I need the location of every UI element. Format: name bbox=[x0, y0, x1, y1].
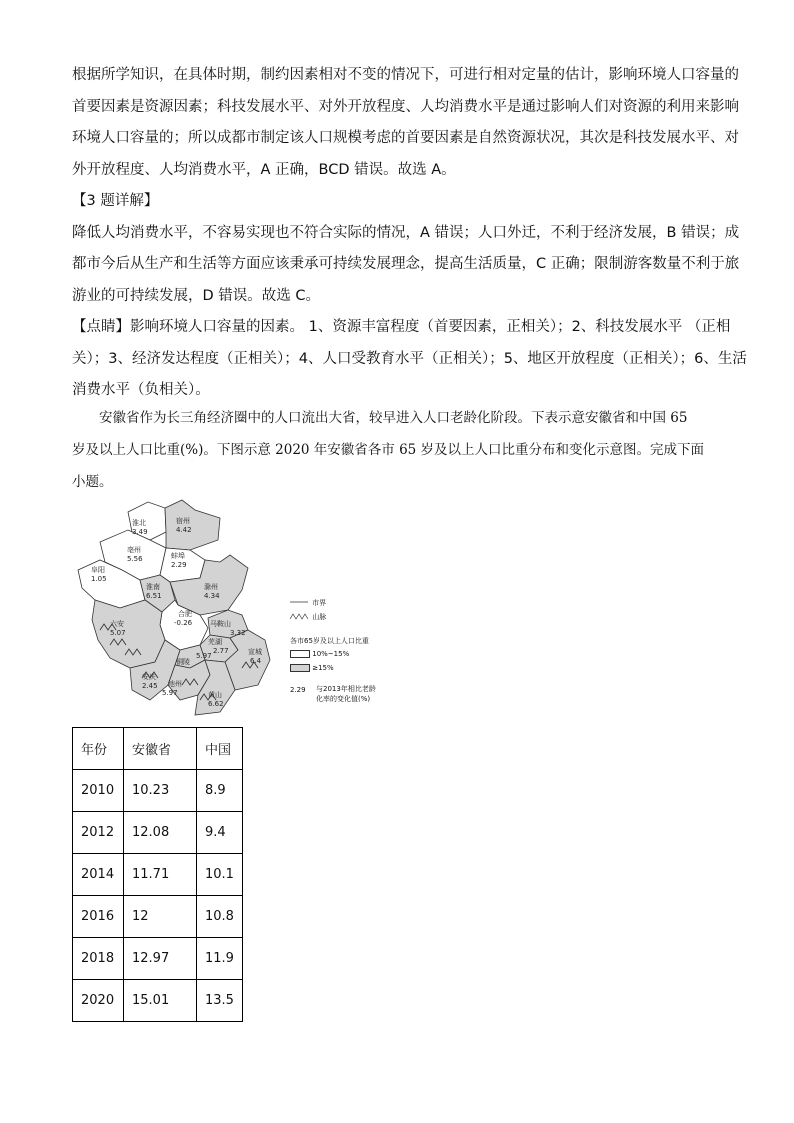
city-label: 池州 bbox=[168, 680, 182, 688]
city-value: 2.45 bbox=[142, 682, 158, 690]
city-value: 4.34 bbox=[204, 592, 220, 600]
table-row bbox=[73, 938, 243, 980]
answer-text-block bbox=[72, 60, 747, 407]
legend-boundary bbox=[290, 598, 326, 608]
mountain-icon bbox=[290, 612, 310, 620]
table-cell: 11.9 bbox=[197, 938, 243, 980]
intro-line: 安徽省作为长三角经济圈中的人口流出大省，较早进入人口老龄化阶段。下表示意安徽省和中国 65 bbox=[72, 410, 688, 426]
city-value: 5.56 bbox=[127, 555, 143, 563]
city-label: 马鞍山 bbox=[210, 620, 231, 628]
table-row bbox=[73, 980, 243, 1022]
city-label: 宿州 bbox=[176, 517, 190, 525]
intro-line: 岁及以上人口比重(%)。下图示意 2020 年安徽省各市 65 岁及以上人口比重分布和变化示意图。完成下面 bbox=[72, 442, 705, 458]
city-region-luan bbox=[92, 600, 165, 668]
legend-mountain-label: 山脉 bbox=[312, 613, 327, 621]
legend-sample-value: 2.29 bbox=[290, 686, 306, 694]
table-cell: 2016 bbox=[73, 896, 124, 938]
header-year: 年份 bbox=[73, 728, 124, 770]
map-legend bbox=[290, 598, 490, 718]
table-cell: 2012 bbox=[73, 812, 124, 854]
legend-mountain bbox=[290, 612, 326, 622]
paragraph-line: 降低人均消费水平，不容易实现也不符合实际的情况，A 错误；人口外迁，不利于经济发展，B 错误；成 bbox=[72, 224, 740, 241]
city-value: 2.29 bbox=[171, 561, 187, 569]
header-china: 中国 bbox=[197, 728, 243, 770]
table-cell: 11.71 bbox=[124, 854, 197, 896]
note-line: 消费水平（负相关）。 bbox=[72, 382, 210, 398]
intro-line: 小题。 bbox=[72, 474, 113, 490]
table-cell: 12.97 bbox=[124, 938, 197, 980]
table-cell: 2020 bbox=[73, 980, 124, 1022]
table-cell: 13.5 bbox=[197, 980, 243, 1022]
table-cell: 9.4 bbox=[197, 812, 243, 854]
dark-swatch-icon bbox=[290, 664, 310, 672]
table-cell: 10.8 bbox=[197, 896, 243, 938]
paragraph-line: 外开放程度、人均消费水平，A 正确，BCD 错误。故选 A。 bbox=[72, 161, 456, 178]
paragraph-line: 游业的可持续发展，D 错误。故选 C。 bbox=[72, 287, 321, 304]
city-label: 滁州 bbox=[204, 583, 218, 591]
city-label: 蚌埠 bbox=[171, 552, 185, 560]
legend-light bbox=[290, 650, 349, 658]
city-label: 阜阳 bbox=[91, 566, 105, 574]
table-cell: 2014 bbox=[73, 854, 124, 896]
note-line: 【点睛】影响环境人口容量的因素。 1、资源丰富程度（首要因素，正相关）；2、科技发展水平 （正相 bbox=[72, 319, 731, 335]
legend-sample-desc-2: 化率的变化值(%) bbox=[316, 695, 371, 703]
city-label: 芜湖 bbox=[208, 638, 222, 646]
city-value: 5.07 bbox=[110, 629, 126, 637]
section-heading: 【3 题详解】 bbox=[72, 193, 159, 209]
table-header-row bbox=[73, 728, 243, 770]
paragraph-line: 根据所学知识，在具体时期，制约因素相对不变的情况下，可进行相对定量的估计，影响环境人口容量的 bbox=[72, 67, 739, 83]
table-cell: 12.08 bbox=[124, 812, 197, 854]
city-value: 1.05 bbox=[91, 575, 107, 583]
legend-title: 各市65岁及以上人口比重 bbox=[290, 637, 369, 645]
city-region-suzhou bbox=[165, 500, 220, 550]
boundary-line-icon bbox=[290, 598, 310, 606]
paragraph-line: 环境人口容量的；所以成都市制定该人口规模考虑的首要因素是自然资源状况，其次是科技发展水平、对 bbox=[72, 130, 739, 146]
city-label: 安庆 bbox=[142, 673, 156, 681]
city-label: 铜陵 bbox=[176, 658, 190, 666]
city-value: 4.42 bbox=[176, 526, 192, 534]
city-value: 6.51 bbox=[146, 592, 162, 600]
light-swatch-icon bbox=[290, 650, 310, 658]
paragraph-line: 都市今后从生产和生活等方面应该秉承可持续发展理念，提高生活质量，C 正确；限制游客数量不利于旅 bbox=[72, 256, 740, 272]
city-value: 3.49 bbox=[132, 528, 148, 536]
table-cell: 2010 bbox=[73, 770, 124, 812]
legend-dark bbox=[290, 664, 334, 672]
question-intro bbox=[72, 402, 732, 498]
legend-dark-label: ≥15% bbox=[312, 664, 334, 672]
city-label: 黄山 bbox=[208, 691, 222, 699]
city-label: 淮南 bbox=[146, 583, 160, 591]
city-label: 合肥 bbox=[178, 610, 192, 618]
header-anhui: 安徽省 bbox=[124, 728, 197, 770]
legend-boundary-label: 市界 bbox=[312, 599, 327, 607]
table-cell: 15.01 bbox=[124, 980, 197, 1022]
city-label: 淮北 bbox=[132, 519, 146, 527]
table-cell: 2018 bbox=[73, 938, 124, 980]
note-line: 关）；3、经济发达程度（正相关）；4、人口受教育水平（正相关）；5、地区开放程度（正相关）；6、生活 bbox=[72, 350, 747, 367]
legend-light-label: 10%~15% bbox=[312, 650, 350, 658]
city-label: 六安 bbox=[110, 620, 124, 628]
table-row bbox=[73, 896, 243, 938]
city-label: 宣城 bbox=[248, 648, 262, 656]
table-cell: 12 bbox=[124, 896, 197, 938]
city-value: 5.97 bbox=[162, 689, 178, 697]
table-cell: 8.9 bbox=[197, 770, 243, 812]
table-row bbox=[73, 854, 243, 896]
city-value: 5.97 bbox=[196, 652, 212, 660]
paragraph-line: 首要因素是资源因素；科技发展水平、对外开放程度、人均消费水平是通过影响人们对资源的利用来影响 bbox=[72, 98, 739, 115]
city-value: 6.62 bbox=[208, 700, 224, 708]
city-value: 2.77 bbox=[213, 647, 229, 655]
city-value: -0.26 bbox=[174, 619, 193, 627]
table-cell: 10.23 bbox=[124, 770, 197, 812]
legend-sample-desc-1: 与2013年相比老龄 bbox=[316, 685, 376, 693]
table-row bbox=[73, 812, 243, 854]
city-label: 亳州 bbox=[127, 546, 141, 554]
aging-ratio-table bbox=[72, 727, 243, 1022]
table-cell: 10.1 bbox=[197, 854, 243, 896]
city-value: 3.32 bbox=[230, 629, 246, 637]
city-value: 6.4 bbox=[250, 657, 262, 665]
table-row bbox=[73, 770, 243, 812]
